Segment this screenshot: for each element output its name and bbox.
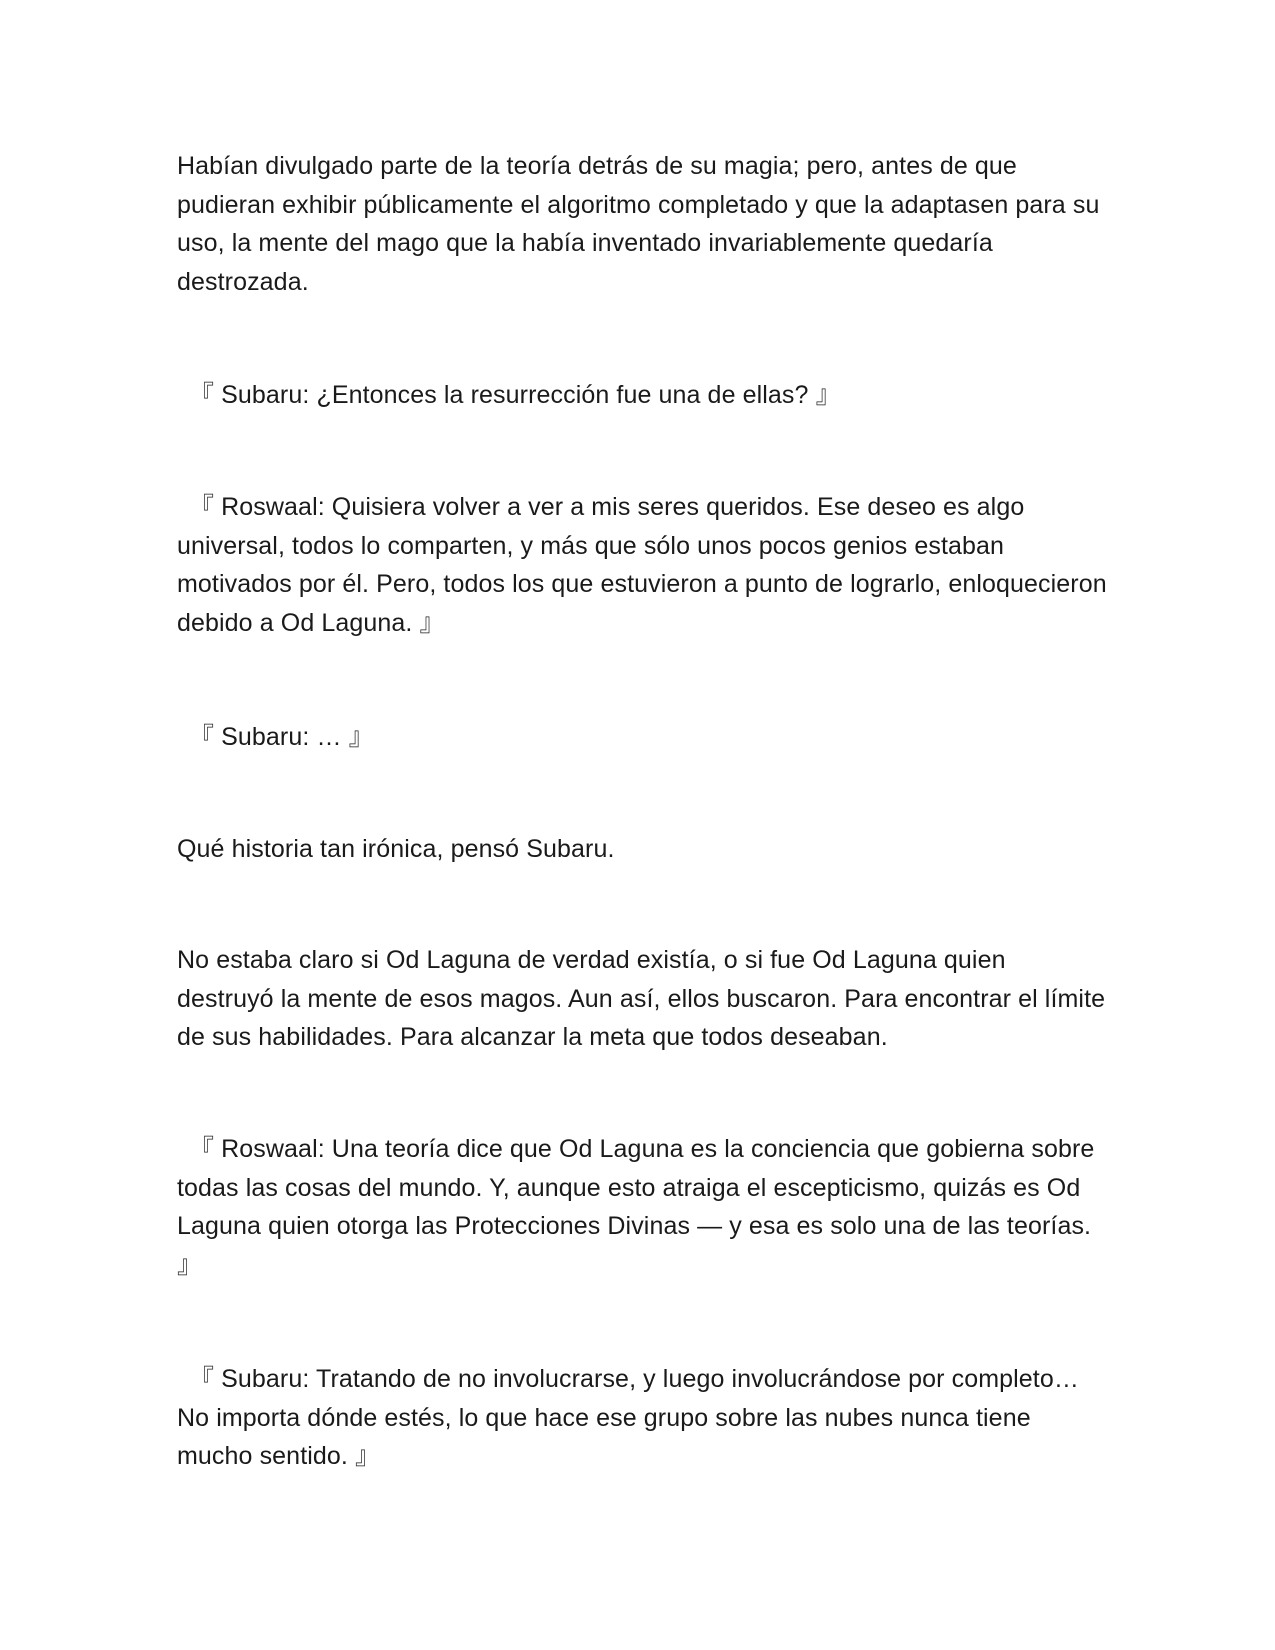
dialogue-line-subaru: 『 Subaru: Tratando de no involucrarse, y luego involucrándose por completo… No importa dónde estés, lo que hace ese grupo sobre las nubes nunca tiene mucho sentido. 』 (177, 1365, 1079, 1470)
dialogue-line-roswaal: 『 Roswaal: Una teoría dice que Od Laguna es la conciencia que gobierna sobre todas las cosas del mundo. Y, aunque esto atraiga el escepticismo, quizás es Od Laguna quien otorga las Protecciones Divinas — y esa es solo una de las teorías. 』 (177, 1135, 1095, 1279)
dialogue-line-roswaal: 『 Roswaal: Quisiera volver a ver a mis seres queridos. Ese deseo es algo universal, todos lo comparten, y más que sólo unos pocos genios estaban motivados por él. Pero, todos los que estuvieron a punto de lograrlo, enloquecieron debido a Od Laguna. 』 (177, 493, 1107, 637)
narration-paragraph: Qué historia tan irónica, pensó Subaru. (177, 835, 615, 863)
dialogue-line-subaru: 『 Subaru: ¿Entonces la resurrección fue una de ellas? 』 (189, 381, 841, 409)
narration-paragraph: Habían divulgado parte de la teoría detrás de su magia; pero, antes de que pudieran exhibir públicamente el algoritmo completado y que la adaptasen para su uso, la mente del mago que la había inventado invariablemente quedaría destrozada. (177, 152, 1100, 296)
dialogue-line-subaru: 『 Subaru: … 』 (189, 723, 374, 751)
narration-paragraph: No estaba claro si Od Laguna de verdad existía, o si fue Od Laguna quien destruyó la mente de esos magos. Aun así, ellos buscaron. Para encontrar el límite de sus habilidades. Para alcanzar la meta que todos deseaban. (177, 946, 1106, 1051)
